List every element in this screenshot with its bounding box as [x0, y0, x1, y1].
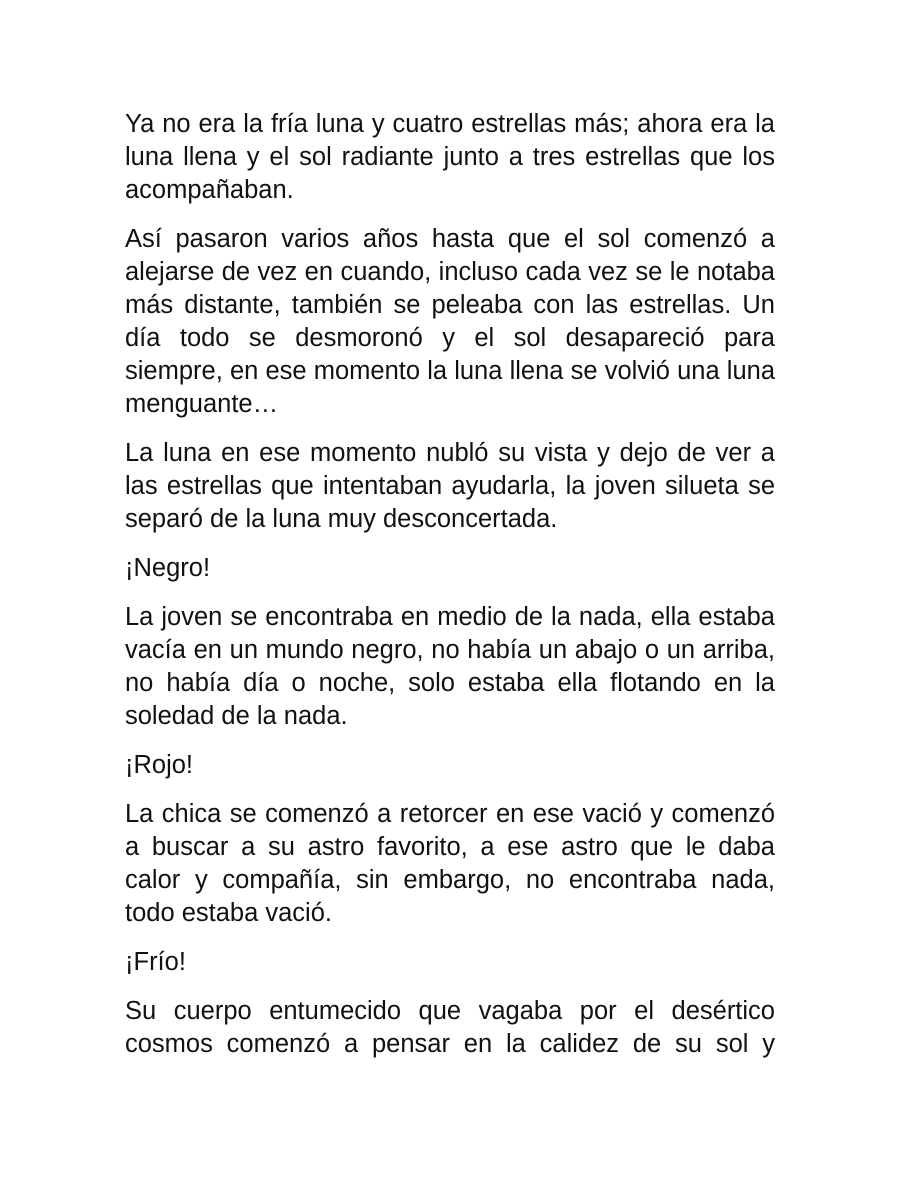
exclamation-rojo: ¡Rojo! — [125, 751, 194, 779]
paragraph-4: La joven se encontraba en medio de la nada, ella estaba vacía en un mundo negro, no había un abajo o un arriba, no había día o noche, solo estaba ella flotando en la soledad de la nada. — [125, 603, 775, 730]
paragraph-5: La chica se comenzó a retorcer en ese vació y comenzó a buscar a su astro favorito, a ese astro que le daba calor y compañía, sin embargo, no encontraba nada, todo estaba vació. — [125, 800, 775, 927]
paragraph-2: Así pasaron varios años hasta que el sol comenzó a alejarse de vez en cuando, incluso cada vez se le notaba más distante, también se peleaba con las estrellas. Un día todo se desmoronó y el sol desapareció para siempre, en ese momento la luna llena se volvió una luna menguante… — [125, 225, 775, 418]
paragraph-3: La luna en ese momento nubló su vista y dejo de ver a las estrellas que intentaban ayudarla, la joven silueta se separó de la luna muy desconcertada. — [125, 439, 775, 533]
body-text — [125, 108, 775, 1077]
paragraph-6: Su cuerpo entumecido que vagaba por el desértico cosmos comenzó a pensar en la calidez de su sol y — [125, 997, 775, 1058]
paragraph-1: Ya no era la fría luna y cuatro estrellas más; ahora era la luna llena y el sol radiante junto a tres estrellas que los acompañaban. — [125, 110, 775, 204]
exclamation-frio: ¡Frío! — [125, 948, 186, 976]
exclamation-negro: ¡Negro! — [125, 554, 211, 582]
